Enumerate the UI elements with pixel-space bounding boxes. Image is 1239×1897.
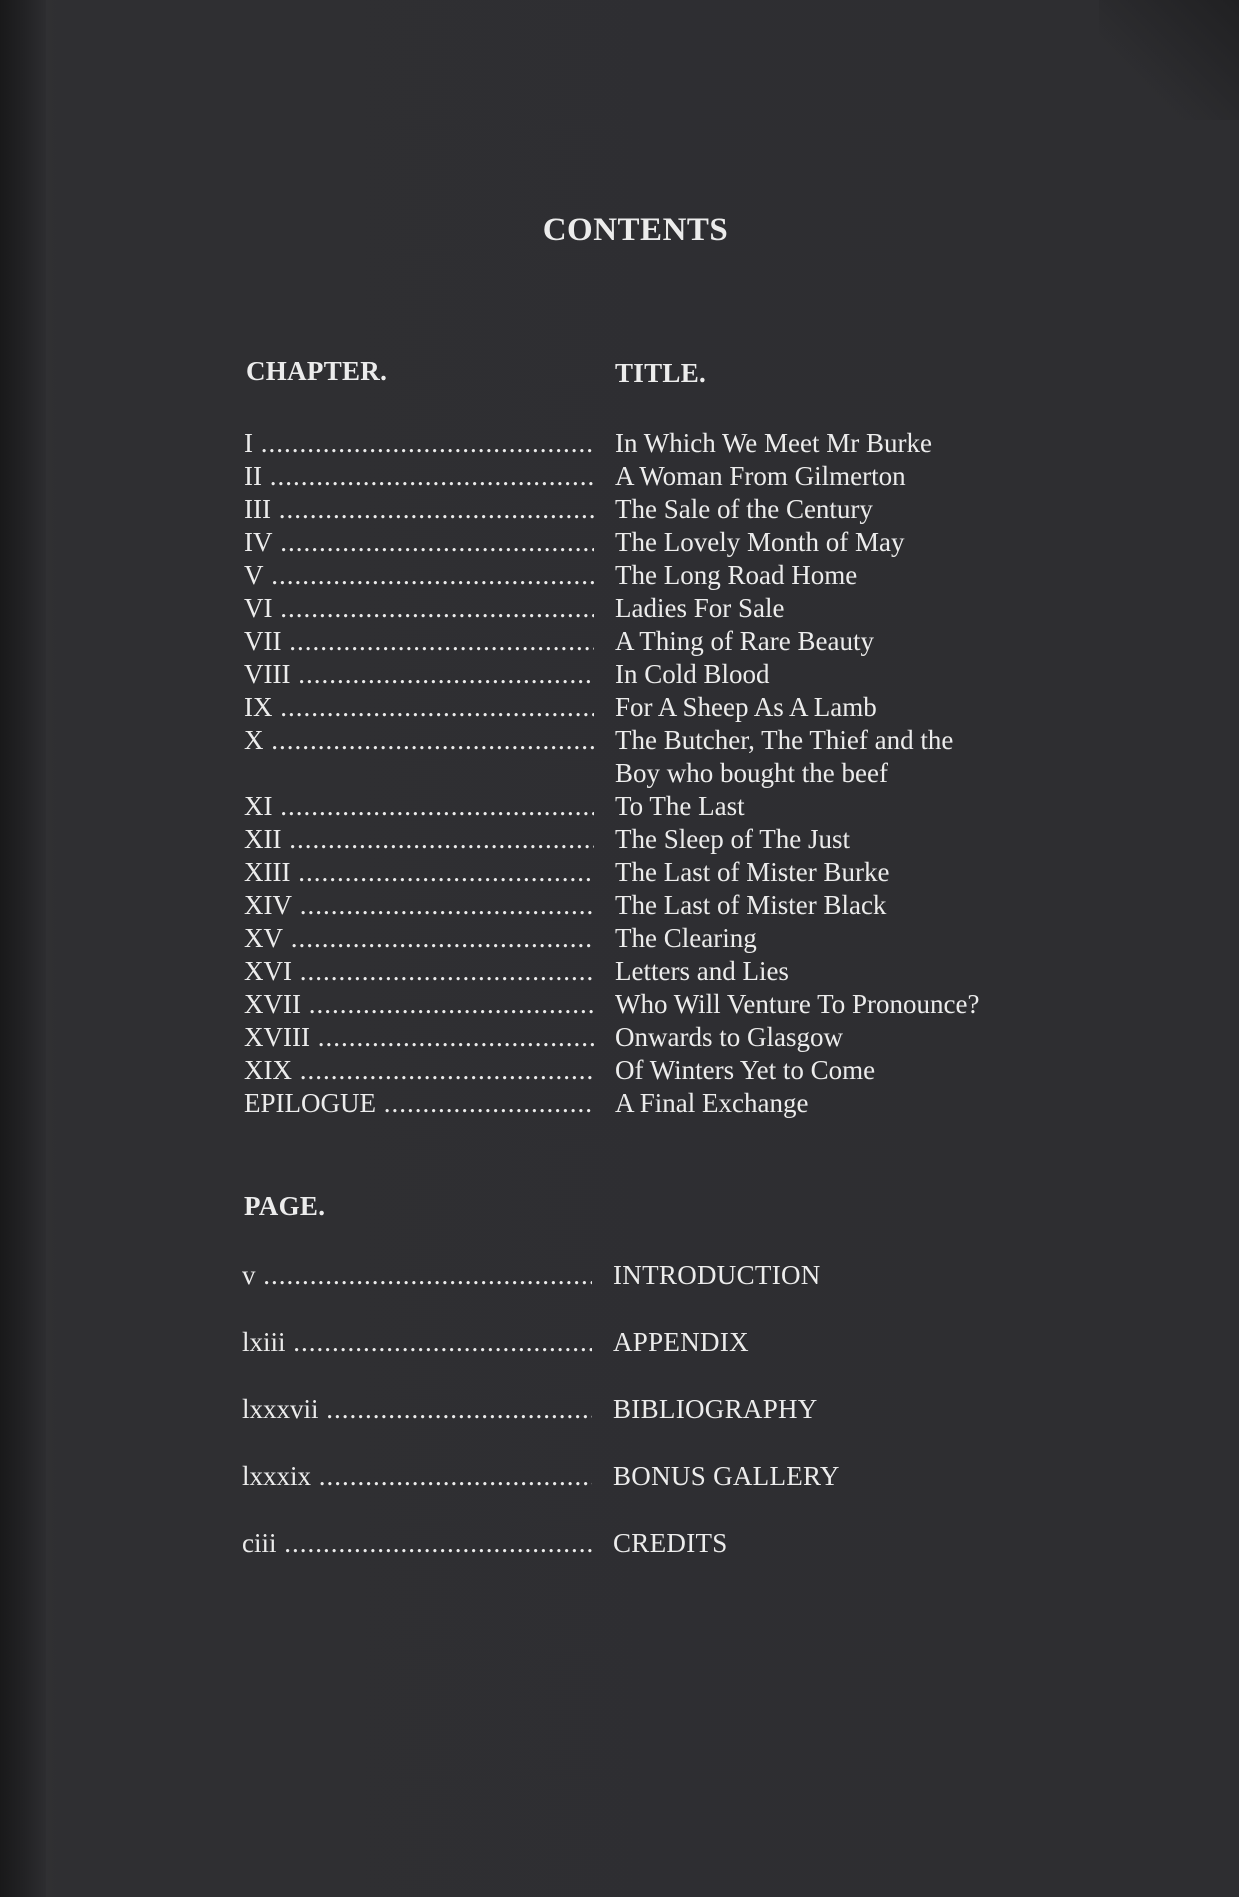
contents-heading: CONTENTS <box>542 212 729 248</box>
chapter-number: IX ..... <box>244 691 594 724</box>
chapter-number: X ..... <box>244 724 594 757</box>
chapter-number: XIV ..... <box>244 889 594 922</box>
chapter-number: XVI ..... <box>244 955 594 988</box>
chapter-number: VIII ..... <box>244 658 594 691</box>
chapter-row <box>244 460 1024 493</box>
page-row <box>242 1393 1022 1426</box>
chapter-title: Onwards to Glasgow <box>615 1022 843 1052</box>
chapter-row <box>244 592 1024 625</box>
chapter-row <box>244 790 1024 823</box>
page-row <box>242 1326 1022 1359</box>
chapter-row <box>244 427 1024 460</box>
chapter-row <box>244 823 1024 856</box>
page-number: lxxxvii ..... <box>242 1393 592 1426</box>
chapter-number: EPILOGUE ..... <box>244 1087 594 1120</box>
chapter-title: The Butcher, The Thief and the <box>615 725 954 755</box>
chapter-number: III ..... <box>244 493 594 526</box>
chapter-title: For A Sheep As A Lamb <box>615 692 877 722</box>
chapter-title: Ladies For Sale <box>615 593 785 623</box>
chapter-row <box>244 988 1024 1021</box>
chapter-title: The Last of Mister Burke <box>615 857 890 887</box>
section-title: APPENDIX <box>613 1327 749 1357</box>
chapter-title: The Lovely Month of May <box>615 527 905 557</box>
chapter-number: XII ..... <box>244 823 594 856</box>
section-title: BIBLIOGRAPHY <box>613 1394 818 1424</box>
page-number: ciii ..... <box>242 1527 592 1560</box>
chapter-row <box>244 559 1024 592</box>
chapter-title: The Sleep of The Just <box>615 824 850 854</box>
page-row <box>242 1527 1022 1560</box>
chapter-number: XI ..... <box>244 790 594 823</box>
chapter-row <box>244 955 1024 988</box>
chapter-row <box>244 625 1024 658</box>
chapter-title: A Final Exchange <box>615 1088 809 1118</box>
page-row <box>242 1460 1022 1493</box>
chapter-number: XVIII ..... <box>244 1021 594 1054</box>
chapter-title-continued: Boy who bought the beef <box>615 758 888 788</box>
page-number: lxxxix ..... <box>242 1460 592 1493</box>
chapter-title: In Cold Blood <box>615 659 770 689</box>
chapter-number: II ..... <box>244 460 594 493</box>
page-row <box>242 1259 1022 1292</box>
chapter-row <box>244 526 1024 559</box>
chapter-title: The Last of Mister Black <box>615 890 887 920</box>
chapter-title: In Which We Meet Mr Burke <box>615 428 932 458</box>
chapter-title: To The Last <box>615 791 745 821</box>
chapter-title: The Sale of the Century <box>615 494 873 524</box>
chapter-row <box>244 691 1024 724</box>
spine-shadow <box>0 0 46 1897</box>
chapter-number: VI ..... <box>244 592 594 625</box>
title-column-header: TITLE. <box>615 358 707 388</box>
chapter-title: The Clearing <box>615 923 757 953</box>
chapter-title: A Thing of Rare Beauty <box>615 626 874 656</box>
chapter-number: V ..... <box>244 559 594 592</box>
chapter-title: A Woman From Gilmerton <box>615 461 906 491</box>
chapter-title: Letters and Lies <box>615 956 789 986</box>
chapter-column-header: CHAPTER. <box>246 356 388 386</box>
chapter-title: The Long Road Home <box>615 560 858 590</box>
chapter-number: XIII ..... <box>244 856 594 889</box>
chapter-row <box>244 1021 1024 1054</box>
chapter-number: XV ..... <box>244 922 594 955</box>
section-title: BONUS GALLERY <box>613 1461 840 1491</box>
chapter-row <box>244 889 1024 922</box>
chapter-number: XIX ..... <box>244 1054 594 1087</box>
section-title: CREDITS <box>613 1528 728 1558</box>
chapter-row <box>244 724 1024 790</box>
corner-shadow <box>1099 0 1239 120</box>
chapter-number: IV ..... <box>244 526 594 559</box>
chapter-row <box>244 922 1024 955</box>
chapter-number: XVII ..... <box>244 988 594 1021</box>
chapter-number: I ..... <box>244 427 594 460</box>
page-number: lxiii ..... <box>242 1326 592 1359</box>
chapter-title: Of Winters Yet to Come <box>615 1055 876 1085</box>
chapter-row <box>244 1087 1024 1120</box>
chapter-title: Who Will Venture To Pronounce? <box>615 989 980 1019</box>
chapter-row <box>244 658 1024 691</box>
chapter-row <box>244 493 1024 526</box>
section-title: INTRODUCTION <box>613 1260 821 1290</box>
chapter-row <box>244 856 1024 889</box>
page-number: v ..... <box>242 1259 592 1292</box>
chapter-row <box>244 1054 1024 1087</box>
page-column-header: PAGE. <box>244 1191 326 1221</box>
chapter-number: VII ..... <box>244 625 594 658</box>
